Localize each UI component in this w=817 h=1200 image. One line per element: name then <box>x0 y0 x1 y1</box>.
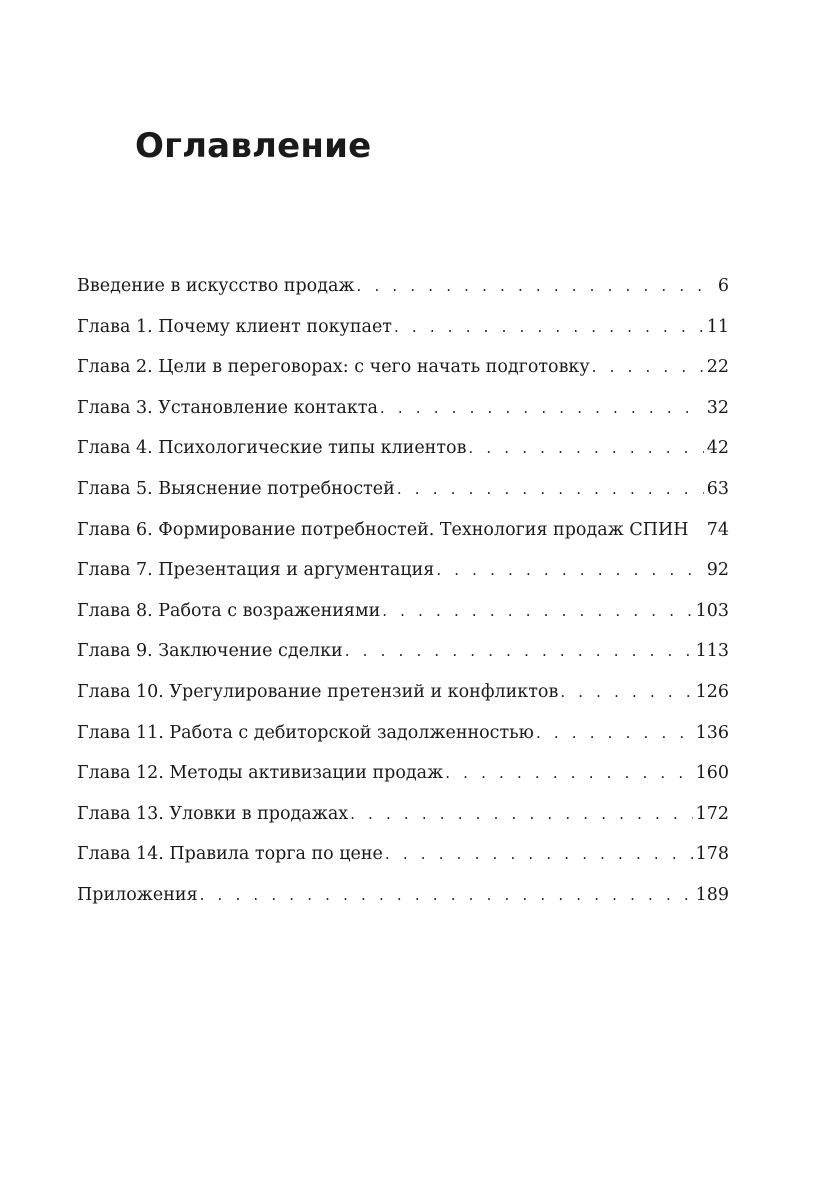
toc-entry-label: Глава 8. Работа с возражениями <box>77 600 381 621</box>
toc-page-number: 189 <box>695 884 729 905</box>
toc-page-number: 92 <box>706 560 729 581</box>
toc-entry-label: Глава 4. Психологические типы клиентов <box>77 438 467 459</box>
toc-page-number: 178 <box>695 844 729 865</box>
toc-entry-label: Глава 2. Цели в переговорах: с чего начать подготовку <box>77 357 590 378</box>
dot-leader <box>397 471 704 507</box>
toc-page-number: 22 <box>706 357 729 378</box>
toc-page-number: 160 <box>695 763 729 784</box>
dot-leader <box>380 390 704 426</box>
toc-entry-appendices[interactable] <box>77 877 729 918</box>
page-title: Оглавление <box>135 126 372 166</box>
toc-entry-chapter-8[interactable] <box>77 593 729 634</box>
toc-page-number: 74 <box>706 519 729 540</box>
toc-entry-chapter-7[interactable] <box>77 552 729 593</box>
toc-entry-introduction[interactable] <box>77 268 729 309</box>
dot-leader <box>436 552 703 588</box>
dot-leader <box>468 430 703 466</box>
table-of-contents <box>77 268 729 918</box>
toc-entry-label: Глава 1. Почему клиент покупает <box>77 316 392 337</box>
dot-leader <box>536 715 693 751</box>
dot-leader <box>357 268 715 304</box>
toc-entry-label: Глава 9. Заключение сделки <box>77 641 343 662</box>
dot-leader <box>350 796 692 832</box>
toc-page-number: 113 <box>695 641 729 662</box>
toc-page-number: 6 <box>717 276 729 296</box>
toc-entry-chapter-6[interactable] <box>77 512 729 553</box>
toc-entry-label: Введение в искусство продаж <box>77 276 355 296</box>
toc-entry-label: Приложения <box>77 884 198 905</box>
toc-entry-chapter-14[interactable] <box>77 836 729 877</box>
toc-entry-label: Глава 6. Формирование потребностей. Технология продаж СПИН <box>77 519 689 540</box>
toc-entry-chapter-3[interactable] <box>77 390 729 431</box>
toc-entry-label: Глава 11. Работа с дебиторской задолженностью <box>77 722 534 743</box>
toc-entry-label: Глава 10. Урегулирование претензий и конфликтов <box>77 681 559 702</box>
toc-page-number: 103 <box>695 600 729 621</box>
toc-page-number: 32 <box>706 397 729 418</box>
toc-entry-chapter-1[interactable] <box>77 309 729 350</box>
toc-entry-label: Глава 5. Выяснение потребностей <box>77 478 395 499</box>
toc-entry-label: Глава 13. Уловки в продажах <box>77 803 349 824</box>
toc-entry-chapter-2[interactable] <box>77 349 729 390</box>
dot-leader <box>592 349 704 385</box>
dot-leader <box>385 836 693 872</box>
toc-entry-chapter-4[interactable] <box>77 430 729 471</box>
dot-leader <box>345 633 693 669</box>
dot-leader <box>382 593 692 629</box>
toc-entry-label: Глава 3. Установление контакта <box>77 397 378 418</box>
toc-page-number: 172 <box>695 803 729 824</box>
dot-leader <box>560 674 692 710</box>
toc-entry-chapter-13[interactable] <box>77 796 729 837</box>
toc-entry-label: Глава 14. Правила торга по цене <box>77 844 383 865</box>
toc-entry-chapter-12[interactable] <box>77 755 729 796</box>
toc-page-number: 126 <box>695 681 729 702</box>
toc-entry-label: Глава 7. Презентация и аргументация <box>77 560 435 581</box>
toc-page-number: 11 <box>706 316 729 337</box>
dot-leader <box>445 755 692 791</box>
toc-page-number: 136 <box>695 722 729 743</box>
toc-entry-chapter-9[interactable] <box>77 633 729 674</box>
toc-entry-chapter-10[interactable] <box>77 674 729 715</box>
toc-page-number: 63 <box>706 478 729 499</box>
toc-page-number: 42 <box>706 438 729 459</box>
dot-leader <box>200 877 693 913</box>
dot-leader <box>394 309 704 345</box>
toc-entry-label: Глава 12. Методы активизации продаж <box>77 763 444 784</box>
toc-entry-chapter-5[interactable] <box>77 471 729 512</box>
toc-entry-chapter-11[interactable] <box>77 715 729 756</box>
